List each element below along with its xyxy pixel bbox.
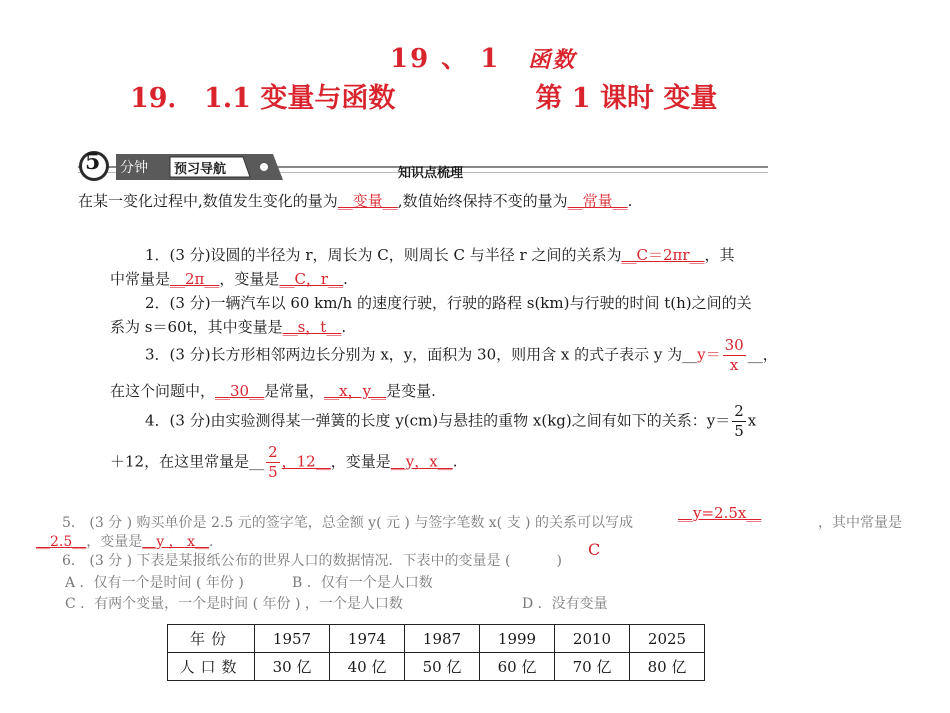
lesson-right: 第 1 课时 变量 — [535, 83, 718, 114]
table-cell: 2010 — [555, 625, 630, 653]
answer-blank: __变量__ — [337, 192, 398, 210]
intro-text-2: ,数值始终保持不变的量为 — [397, 192, 568, 210]
answer-blank: __2.5__ — [36, 534, 87, 550]
section-title — [390, 38, 576, 75]
table-header-population: 人口数 — [168, 653, 255, 681]
q3-text: 3．(3 分)长方形相邻两边长分别为 x，y，面积为 30，则用含 x 的式子表示 y 为__ — [145, 345, 698, 364]
banner-minutes: 分钟 — [120, 160, 148, 176]
option-c: C ．有两个变量，一个是时间 ( 年份 ) ，一个是人口数 — [65, 596, 403, 612]
q3-text: 是常量， — [264, 382, 325, 400]
section-number: 19 、 1 — [390, 44, 501, 74]
q5-answer-formula: __y=2.5x__ — [678, 504, 762, 522]
q3-text: 在这个问题中， — [110, 382, 216, 400]
table-row — [168, 625, 705, 653]
option-b: B ．仅有一个是人口数 — [292, 575, 433, 591]
q4-text: 4．(3 分)由实验测得某一弹簧的长度 y(cm)与悬挂的重物 x(kg)之间有如下的关系：y＝ — [145, 411, 731, 430]
answer-blank: __常量__ — [567, 192, 628, 210]
table-cell: 50 亿 — [405, 653, 480, 681]
table-cell: 70 亿 — [555, 653, 630, 681]
q4-text: ＋12，在这里常量是__ — [110, 452, 265, 471]
question-5-line-2 — [36, 531, 213, 551]
denominator: 5 — [268, 463, 278, 481]
numerator: 2 — [734, 402, 744, 420]
fraction-2-over-5 — [732, 404, 746, 439]
q5-text: ，变量是 — [86, 534, 143, 550]
table-header-year: 年份 — [168, 625, 255, 653]
answer-blank: __y，x__ — [390, 452, 453, 471]
question-1-line-2 — [110, 268, 348, 290]
q1-text: 1．(3 分)设圆的半径为 r，周长为 C，则周长 C 与半径 r 之间的关系为 — [145, 246, 622, 264]
answer-text: y＝ — [697, 345, 721, 364]
denominator: 5 — [734, 422, 744, 440]
question-5-line-1 — [62, 512, 633, 532]
question-1-line-1 — [145, 244, 735, 266]
section-name: 函数 — [528, 47, 577, 73]
q6-text: 6． (3 分 ) 下表是某报纸公布的世界人口的数据情况．下表中的变量是 ( — [62, 553, 511, 569]
population-table — [167, 624, 705, 681]
question-2-line-1: 2．(3 分)一辆汽车以 60 km/h 的速度行驶，行驶的路程 s(km)与行驶的时间 t(h)之间的关 — [145, 294, 752, 312]
answer-blank: ，12__ — [281, 452, 331, 471]
q4-text: ，变量是 — [330, 452, 391, 471]
q2-text: . — [341, 318, 347, 336]
q1-text: ，其 — [704, 246, 735, 264]
q1-text: . — [343, 270, 348, 288]
question-3-line-1 — [145, 338, 778, 373]
banner-tag: 预习导航 — [174, 162, 227, 177]
answer-blank: __C＝2πr__ — [621, 246, 705, 264]
knowledge-label: 知识点梳理 — [398, 166, 464, 181]
question-3-line-2 — [110, 380, 436, 402]
answer-blank: __C，r__ — [279, 270, 344, 288]
answer-blank: __s，t__ — [282, 318, 342, 336]
table-cell: 1957 — [255, 625, 330, 653]
banner-number: 5 — [85, 149, 101, 175]
table-cell: 40 亿 — [330, 653, 405, 681]
answer-blank: __2π__ — [170, 270, 220, 288]
intro-line — [78, 190, 632, 212]
q4-text: x — [747, 411, 757, 430]
table-cell: 80 亿 — [630, 653, 705, 681]
table-cell: 2025 — [630, 625, 705, 653]
q5-text-tail: ，其中常量是 — [818, 515, 902, 531]
answer-blank: __30__ — [215, 382, 265, 400]
q4-text: . — [452, 452, 458, 471]
table-cell: 1974 — [330, 625, 405, 653]
q1-text: ，变量是 — [219, 270, 280, 288]
denominator: x — [729, 356, 739, 374]
q3-text: __， — [747, 345, 778, 364]
table-cell: 1987 — [405, 625, 480, 653]
q6-text: ) — [556, 553, 562, 569]
q5-text: 5． (3 分 ) 购买单价是 2.5 元的签字笔，总金额 y( 元 ) 与签字笔数 x( 支 ) 的关系可以写成 — [62, 515, 633, 531]
answer-blank: __y ， x__ — [142, 534, 209, 550]
intro-text-1: 在某一变化过程中,数值发生变化的量为 — [78, 192, 338, 210]
numerator: 2 — [268, 443, 278, 461]
option-d: D ．没有变量 — [522, 596, 608, 612]
q2-text: 系为 s＝60t，其中变量是 — [110, 318, 283, 336]
lesson-title — [130, 76, 717, 115]
q6-answer: C — [588, 540, 601, 559]
table-cell: 30 亿 — [255, 653, 330, 681]
question-2-line-2 — [110, 316, 346, 338]
q1-text: 中常量是 — [110, 270, 171, 288]
q5-text: . — [208, 534, 214, 550]
q3-text: 是变量. — [386, 382, 436, 400]
fraction-30-over-x — [723, 338, 746, 373]
intro-text-3: . — [627, 192, 633, 210]
option-a: A ．仅有一个是时间 ( 年份 ) — [65, 575, 244, 591]
question-6-stem — [62, 550, 562, 570]
fraction-2-over-5-answer — [266, 445, 280, 480]
question-4-line-2 — [110, 445, 457, 480]
table-cell: 60 亿 — [480, 653, 555, 681]
table-cell: 1999 — [480, 625, 555, 653]
table-row — [168, 653, 705, 681]
lesson-left: 19． 1.1 变量与函数 — [130, 83, 396, 114]
answer-blank: __x，y__ — [324, 382, 387, 400]
question-4-line-1 — [145, 404, 756, 439]
numerator: 30 — [724, 336, 744, 354]
